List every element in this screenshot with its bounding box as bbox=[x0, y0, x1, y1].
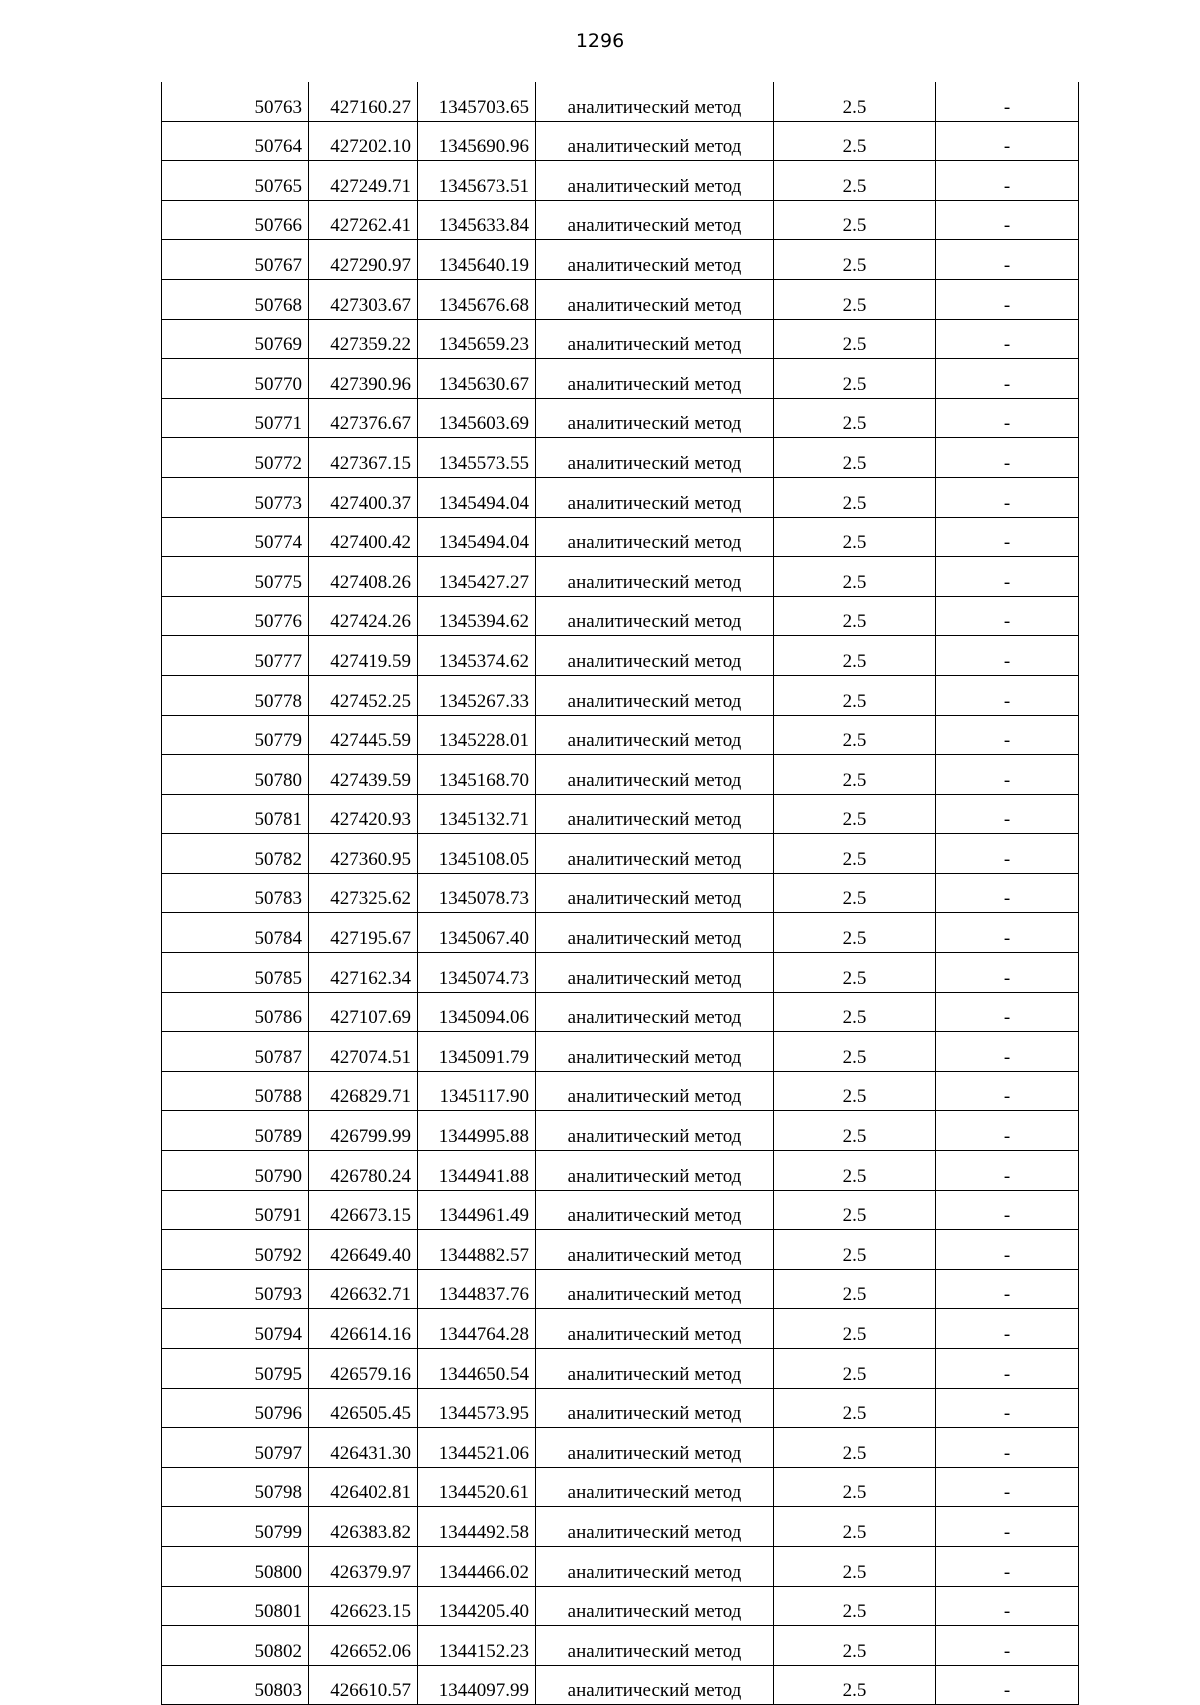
note-cell: - bbox=[936, 1309, 1079, 1349]
method-cell: аналитический метод bbox=[536, 517, 774, 557]
note-cell: - bbox=[936, 794, 1079, 834]
note-cell: - bbox=[936, 240, 1079, 280]
y-coordinate-cell: 1345673.51 bbox=[418, 161, 536, 201]
note-cell: - bbox=[936, 1349, 1079, 1389]
y-coordinate-cell: 1345603.69 bbox=[418, 398, 536, 438]
note-cell: - bbox=[936, 675, 1079, 715]
point-number-cell: 50772 bbox=[162, 438, 309, 478]
method-cell: аналитический метод bbox=[536, 557, 774, 597]
accuracy-cell: 2.5 bbox=[774, 992, 936, 1032]
x-coordinate-cell: 427400.42 bbox=[309, 517, 418, 557]
y-coordinate-cell: 1345228.01 bbox=[418, 715, 536, 755]
table-row bbox=[162, 121, 1079, 161]
point-number-cell: 50790 bbox=[162, 1151, 309, 1191]
method-cell: аналитический метод bbox=[536, 1507, 774, 1547]
note-cell: - bbox=[936, 715, 1079, 755]
table-row bbox=[162, 279, 1079, 319]
y-coordinate-cell: 1344520.61 bbox=[418, 1467, 536, 1507]
method-cell: аналитический метод bbox=[536, 398, 774, 438]
accuracy-cell: 2.5 bbox=[774, 873, 936, 913]
note-cell: - bbox=[936, 319, 1079, 359]
table-row bbox=[162, 755, 1079, 795]
point-number-cell: 50764 bbox=[162, 121, 309, 161]
x-coordinate-cell: 427367.15 bbox=[309, 438, 418, 478]
x-coordinate-cell: 426652.06 bbox=[309, 1626, 418, 1666]
x-coordinate-cell: 426614.16 bbox=[309, 1309, 418, 1349]
point-number-cell: 50788 bbox=[162, 1071, 309, 1111]
note-cell: - bbox=[936, 398, 1079, 438]
note-cell: - bbox=[936, 1428, 1079, 1468]
method-cell: аналитический метод bbox=[536, 794, 774, 834]
y-coordinate-cell: 1345573.55 bbox=[418, 438, 536, 478]
accuracy-cell: 2.5 bbox=[774, 1111, 936, 1151]
accuracy-cell: 2.5 bbox=[774, 279, 936, 319]
y-coordinate-cell: 1344995.88 bbox=[418, 1111, 536, 1151]
table-row bbox=[162, 913, 1079, 953]
x-coordinate-cell: 427419.59 bbox=[309, 636, 418, 676]
point-number-cell: 50793 bbox=[162, 1269, 309, 1309]
note-cell: - bbox=[936, 1388, 1079, 1428]
point-number-cell: 50773 bbox=[162, 477, 309, 517]
method-cell: аналитический метод bbox=[536, 359, 774, 399]
x-coordinate-cell: 427424.26 bbox=[309, 596, 418, 636]
method-cell: аналитический метод bbox=[536, 1388, 774, 1428]
y-coordinate-cell: 1344573.95 bbox=[418, 1388, 536, 1428]
y-coordinate-cell: 1345633.84 bbox=[418, 200, 536, 240]
point-number-cell: 50779 bbox=[162, 715, 309, 755]
method-cell: аналитический метод bbox=[536, 82, 774, 121]
accuracy-cell: 2.5 bbox=[774, 1269, 936, 1309]
accuracy-cell: 2.5 bbox=[774, 477, 936, 517]
method-cell: аналитический метод bbox=[536, 1190, 774, 1230]
note-cell: - bbox=[936, 1665, 1079, 1705]
point-number-cell: 50774 bbox=[162, 517, 309, 557]
y-coordinate-cell: 1344097.99 bbox=[418, 1665, 536, 1705]
note-cell: - bbox=[936, 636, 1079, 676]
x-coordinate-cell: 427376.67 bbox=[309, 398, 418, 438]
point-number-cell: 50803 bbox=[162, 1665, 309, 1705]
note-cell: - bbox=[936, 1546, 1079, 1586]
table-row bbox=[162, 517, 1079, 557]
method-cell: аналитический метод bbox=[536, 1071, 774, 1111]
note-cell: - bbox=[936, 873, 1079, 913]
note-cell: - bbox=[936, 161, 1079, 201]
table-row bbox=[162, 1626, 1079, 1666]
point-number-cell: 50798 bbox=[162, 1467, 309, 1507]
x-coordinate-cell: 427400.37 bbox=[309, 477, 418, 517]
point-number-cell: 50787 bbox=[162, 1032, 309, 1072]
method-cell: аналитический метод bbox=[536, 1309, 774, 1349]
method-cell: аналитический метод bbox=[536, 636, 774, 676]
note-cell: - bbox=[936, 834, 1079, 874]
accuracy-cell: 2.5 bbox=[774, 1349, 936, 1389]
y-coordinate-cell: 1345494.04 bbox=[418, 517, 536, 557]
note-cell: - bbox=[936, 438, 1079, 478]
note-cell: - bbox=[936, 1230, 1079, 1270]
accuracy-cell: 2.5 bbox=[774, 834, 936, 874]
method-cell: аналитический метод bbox=[536, 1032, 774, 1072]
accuracy-cell: 2.5 bbox=[774, 675, 936, 715]
y-coordinate-cell: 1345074.73 bbox=[418, 953, 536, 993]
x-coordinate-cell: 426632.71 bbox=[309, 1269, 418, 1309]
table-row bbox=[162, 1586, 1079, 1626]
x-coordinate-cell: 427452.25 bbox=[309, 675, 418, 715]
point-number-cell: 50763 bbox=[162, 82, 309, 121]
accuracy-cell: 2.5 bbox=[774, 1032, 936, 1072]
accuracy-cell: 2.5 bbox=[774, 438, 936, 478]
point-number-cell: 50777 bbox=[162, 636, 309, 676]
y-coordinate-cell: 1345394.62 bbox=[418, 596, 536, 636]
table-row bbox=[162, 636, 1079, 676]
table-row bbox=[162, 1349, 1079, 1389]
note-cell: - bbox=[936, 121, 1079, 161]
table-row bbox=[162, 1071, 1079, 1111]
y-coordinate-cell: 1345067.40 bbox=[418, 913, 536, 953]
point-number-cell: 50765 bbox=[162, 161, 309, 201]
method-cell: аналитический метод bbox=[536, 1546, 774, 1586]
note-cell: - bbox=[936, 992, 1079, 1032]
point-number-cell: 50767 bbox=[162, 240, 309, 280]
accuracy-cell: 2.5 bbox=[774, 1388, 936, 1428]
x-coordinate-cell: 427390.96 bbox=[309, 359, 418, 399]
table-row bbox=[162, 161, 1079, 201]
table-row bbox=[162, 834, 1079, 874]
method-cell: аналитический метод bbox=[536, 1586, 774, 1626]
method-cell: аналитический метод bbox=[536, 161, 774, 201]
table-row bbox=[162, 1309, 1079, 1349]
method-cell: аналитический метод bbox=[536, 1626, 774, 1666]
accuracy-cell: 2.5 bbox=[774, 359, 936, 399]
accuracy-cell: 2.5 bbox=[774, 200, 936, 240]
method-cell: аналитический метод bbox=[536, 200, 774, 240]
accuracy-cell: 2.5 bbox=[774, 557, 936, 597]
point-number-cell: 50780 bbox=[162, 755, 309, 795]
method-cell: аналитический метод bbox=[536, 1230, 774, 1270]
y-coordinate-cell: 1345676.68 bbox=[418, 279, 536, 319]
table-body bbox=[162, 82, 1079, 1705]
table-row bbox=[162, 1032, 1079, 1072]
x-coordinate-cell: 427359.22 bbox=[309, 319, 418, 359]
table-row bbox=[162, 715, 1079, 755]
y-coordinate-cell: 1345640.19 bbox=[418, 240, 536, 280]
y-coordinate-cell: 1344764.28 bbox=[418, 1309, 536, 1349]
y-coordinate-cell: 1344152.23 bbox=[418, 1626, 536, 1666]
point-number-cell: 50786 bbox=[162, 992, 309, 1032]
accuracy-cell: 2.5 bbox=[774, 319, 936, 359]
table-row bbox=[162, 1111, 1079, 1151]
note-cell: - bbox=[936, 200, 1079, 240]
method-cell: аналитический метод bbox=[536, 1151, 774, 1191]
y-coordinate-cell: 1345108.05 bbox=[418, 834, 536, 874]
note-cell: - bbox=[936, 279, 1079, 319]
y-coordinate-cell: 1345078.73 bbox=[418, 873, 536, 913]
table-row bbox=[162, 992, 1079, 1032]
accuracy-cell: 2.5 bbox=[774, 121, 936, 161]
table-row bbox=[162, 1546, 1079, 1586]
point-number-cell: 50789 bbox=[162, 1111, 309, 1151]
accuracy-cell: 2.5 bbox=[774, 1626, 936, 1666]
accuracy-cell: 2.5 bbox=[774, 398, 936, 438]
point-number-cell: 50796 bbox=[162, 1388, 309, 1428]
method-cell: аналитический метод bbox=[536, 1349, 774, 1389]
x-coordinate-cell: 426610.57 bbox=[309, 1665, 418, 1705]
y-coordinate-cell: 1345267.33 bbox=[418, 675, 536, 715]
table-row bbox=[162, 82, 1079, 121]
note-cell: - bbox=[936, 1269, 1079, 1309]
accuracy-cell: 2.5 bbox=[774, 1665, 936, 1705]
accuracy-cell: 2.5 bbox=[774, 953, 936, 993]
table-row bbox=[162, 675, 1079, 715]
x-coordinate-cell: 427420.93 bbox=[309, 794, 418, 834]
x-coordinate-cell: 427439.59 bbox=[309, 755, 418, 795]
x-coordinate-cell: 426505.45 bbox=[309, 1388, 418, 1428]
x-coordinate-cell: 427195.67 bbox=[309, 913, 418, 953]
accuracy-cell: 2.5 bbox=[774, 636, 936, 676]
note-cell: - bbox=[936, 517, 1079, 557]
accuracy-cell: 2.5 bbox=[774, 1467, 936, 1507]
table-row bbox=[162, 1151, 1079, 1191]
x-coordinate-cell: 427445.59 bbox=[309, 715, 418, 755]
y-coordinate-cell: 1344466.02 bbox=[418, 1546, 536, 1586]
accuracy-cell: 2.5 bbox=[774, 1230, 936, 1270]
table-row bbox=[162, 1467, 1079, 1507]
table-row bbox=[162, 1388, 1079, 1428]
x-coordinate-cell: 427202.10 bbox=[309, 121, 418, 161]
table-row bbox=[162, 398, 1079, 438]
table-row bbox=[162, 477, 1079, 517]
y-coordinate-cell: 1345659.23 bbox=[418, 319, 536, 359]
x-coordinate-cell: 427408.26 bbox=[309, 557, 418, 597]
accuracy-cell: 2.5 bbox=[774, 517, 936, 557]
accuracy-cell: 2.5 bbox=[774, 1546, 936, 1586]
x-coordinate-cell: 427074.51 bbox=[309, 1032, 418, 1072]
method-cell: аналитический метод bbox=[536, 1269, 774, 1309]
x-coordinate-cell: 427160.27 bbox=[309, 82, 418, 121]
method-cell: аналитический метод bbox=[536, 715, 774, 755]
accuracy-cell: 2.5 bbox=[774, 82, 936, 121]
note-cell: - bbox=[936, 359, 1079, 399]
table-row bbox=[162, 359, 1079, 399]
accuracy-cell: 2.5 bbox=[774, 240, 936, 280]
point-number-cell: 50785 bbox=[162, 953, 309, 993]
y-coordinate-cell: 1345132.71 bbox=[418, 794, 536, 834]
table-row bbox=[162, 953, 1079, 993]
x-coordinate-cell: 426623.15 bbox=[309, 1586, 418, 1626]
point-number-cell: 50770 bbox=[162, 359, 309, 399]
accuracy-cell: 2.5 bbox=[774, 794, 936, 834]
method-cell: аналитический метод bbox=[536, 121, 774, 161]
note-cell: - bbox=[936, 1626, 1079, 1666]
method-cell: аналитический метод bbox=[536, 1467, 774, 1507]
y-coordinate-cell: 1345374.62 bbox=[418, 636, 536, 676]
point-number-cell: 50795 bbox=[162, 1349, 309, 1389]
x-coordinate-cell: 426379.97 bbox=[309, 1546, 418, 1586]
point-number-cell: 50792 bbox=[162, 1230, 309, 1270]
table-row bbox=[162, 1190, 1079, 1230]
x-coordinate-cell: 427303.67 bbox=[309, 279, 418, 319]
table-row bbox=[162, 1507, 1079, 1547]
y-coordinate-cell: 1344961.49 bbox=[418, 1190, 536, 1230]
point-number-cell: 50794 bbox=[162, 1309, 309, 1349]
x-coordinate-cell: 427249.71 bbox=[309, 161, 418, 201]
y-coordinate-cell: 1345703.65 bbox=[418, 82, 536, 121]
table-row bbox=[162, 557, 1079, 597]
point-number-cell: 50781 bbox=[162, 794, 309, 834]
method-cell: аналитический метод bbox=[536, 675, 774, 715]
accuracy-cell: 2.5 bbox=[774, 161, 936, 201]
point-number-cell: 50776 bbox=[162, 596, 309, 636]
table-row bbox=[162, 1269, 1079, 1309]
point-number-cell: 50800 bbox=[162, 1546, 309, 1586]
note-cell: - bbox=[936, 1032, 1079, 1072]
point-number-cell: 50771 bbox=[162, 398, 309, 438]
y-coordinate-cell: 1345091.79 bbox=[418, 1032, 536, 1072]
accuracy-cell: 2.5 bbox=[774, 1190, 936, 1230]
point-number-cell: 50782 bbox=[162, 834, 309, 874]
y-coordinate-cell: 1345690.96 bbox=[418, 121, 536, 161]
table-row bbox=[162, 319, 1079, 359]
page-number: 1296 bbox=[575, 30, 625, 52]
note-cell: - bbox=[936, 1190, 1079, 1230]
table-row bbox=[162, 1230, 1079, 1270]
note-cell: - bbox=[936, 755, 1079, 795]
x-coordinate-cell: 426799.99 bbox=[309, 1111, 418, 1151]
point-number-cell: 50802 bbox=[162, 1626, 309, 1666]
method-cell: аналитический метод bbox=[536, 1428, 774, 1468]
table-row bbox=[162, 596, 1079, 636]
point-number-cell: 50768 bbox=[162, 279, 309, 319]
method-cell: аналитический метод bbox=[536, 834, 774, 874]
point-number-cell: 50797 bbox=[162, 1428, 309, 1468]
note-cell: - bbox=[936, 596, 1079, 636]
table-row bbox=[162, 1665, 1079, 1705]
table-row bbox=[162, 438, 1079, 478]
y-coordinate-cell: 1344521.06 bbox=[418, 1428, 536, 1468]
y-coordinate-cell: 1344205.40 bbox=[418, 1586, 536, 1626]
accuracy-cell: 2.5 bbox=[774, 913, 936, 953]
x-coordinate-cell: 427325.62 bbox=[309, 873, 418, 913]
method-cell: аналитический метод bbox=[536, 755, 774, 795]
note-cell: - bbox=[936, 953, 1079, 993]
table-row bbox=[162, 873, 1079, 913]
note-cell: - bbox=[936, 913, 1079, 953]
point-number-cell: 50799 bbox=[162, 1507, 309, 1547]
method-cell: аналитический метод bbox=[536, 438, 774, 478]
point-number-cell: 50783 bbox=[162, 873, 309, 913]
method-cell: аналитический метод bbox=[536, 873, 774, 913]
table-row bbox=[162, 240, 1079, 280]
x-coordinate-cell: 426829.71 bbox=[309, 1071, 418, 1111]
point-number-cell: 50778 bbox=[162, 675, 309, 715]
method-cell: аналитический метод bbox=[536, 596, 774, 636]
y-coordinate-cell: 1344837.76 bbox=[418, 1269, 536, 1309]
y-coordinate-cell: 1345630.67 bbox=[418, 359, 536, 399]
accuracy-cell: 2.5 bbox=[774, 1071, 936, 1111]
accuracy-cell: 2.5 bbox=[774, 1151, 936, 1191]
accuracy-cell: 2.5 bbox=[774, 715, 936, 755]
note-cell: - bbox=[936, 1151, 1079, 1191]
y-coordinate-cell: 1345117.90 bbox=[418, 1071, 536, 1111]
x-coordinate-cell: 426402.81 bbox=[309, 1467, 418, 1507]
method-cell: аналитический метод bbox=[536, 1665, 774, 1705]
point-number-cell: 50784 bbox=[162, 913, 309, 953]
note-cell: - bbox=[936, 1111, 1079, 1151]
method-cell: аналитический метод bbox=[536, 1111, 774, 1151]
method-cell: аналитический метод bbox=[536, 240, 774, 280]
x-coordinate-cell: 426431.30 bbox=[309, 1428, 418, 1468]
accuracy-cell: 2.5 bbox=[774, 755, 936, 795]
x-coordinate-cell: 427360.95 bbox=[309, 834, 418, 874]
method-cell: аналитический метод bbox=[536, 953, 774, 993]
point-number-cell: 50769 bbox=[162, 319, 309, 359]
note-cell: - bbox=[936, 477, 1079, 517]
x-coordinate-cell: 427262.41 bbox=[309, 200, 418, 240]
x-coordinate-cell: 426673.15 bbox=[309, 1190, 418, 1230]
x-coordinate-cell: 427107.69 bbox=[309, 992, 418, 1032]
point-number-cell: 50775 bbox=[162, 557, 309, 597]
note-cell: - bbox=[936, 1467, 1079, 1507]
note-cell: - bbox=[936, 82, 1079, 121]
y-coordinate-cell: 1344941.88 bbox=[418, 1151, 536, 1191]
x-coordinate-cell: 426649.40 bbox=[309, 1230, 418, 1270]
accuracy-cell: 2.5 bbox=[774, 1309, 936, 1349]
note-cell: - bbox=[936, 1507, 1079, 1547]
accuracy-cell: 2.5 bbox=[774, 596, 936, 636]
point-number-cell: 50801 bbox=[162, 1586, 309, 1626]
method-cell: аналитический метод bbox=[536, 279, 774, 319]
y-coordinate-cell: 1345168.70 bbox=[418, 755, 536, 795]
method-cell: аналитический метод bbox=[536, 913, 774, 953]
method-cell: аналитический метод bbox=[536, 319, 774, 359]
x-coordinate-cell: 426780.24 bbox=[309, 1151, 418, 1191]
accuracy-cell: 2.5 bbox=[774, 1586, 936, 1626]
table-row bbox=[162, 1428, 1079, 1468]
accuracy-cell: 2.5 bbox=[774, 1428, 936, 1468]
x-coordinate-cell: 427162.34 bbox=[309, 953, 418, 993]
y-coordinate-cell: 1344650.54 bbox=[418, 1349, 536, 1389]
note-cell: - bbox=[936, 557, 1079, 597]
method-cell: аналитический метод bbox=[536, 992, 774, 1032]
note-cell: - bbox=[936, 1586, 1079, 1626]
y-coordinate-cell: 1344882.57 bbox=[418, 1230, 536, 1270]
x-coordinate-cell: 426579.16 bbox=[309, 1349, 418, 1389]
point-number-cell: 50791 bbox=[162, 1190, 309, 1230]
x-coordinate-cell: 427290.97 bbox=[309, 240, 418, 280]
x-coordinate-cell: 426383.82 bbox=[309, 1507, 418, 1547]
coordinates-table bbox=[161, 82, 1079, 1705]
y-coordinate-cell: 1345427.27 bbox=[418, 557, 536, 597]
table-row bbox=[162, 200, 1079, 240]
y-coordinate-cell: 1345494.04 bbox=[418, 477, 536, 517]
method-cell: аналитический метод bbox=[536, 477, 774, 517]
table-row bbox=[162, 794, 1079, 834]
note-cell: - bbox=[936, 1071, 1079, 1111]
y-coordinate-cell: 1345094.06 bbox=[418, 992, 536, 1032]
accuracy-cell: 2.5 bbox=[774, 1507, 936, 1547]
y-coordinate-cell: 1344492.58 bbox=[418, 1507, 536, 1547]
point-number-cell: 50766 bbox=[162, 200, 309, 240]
